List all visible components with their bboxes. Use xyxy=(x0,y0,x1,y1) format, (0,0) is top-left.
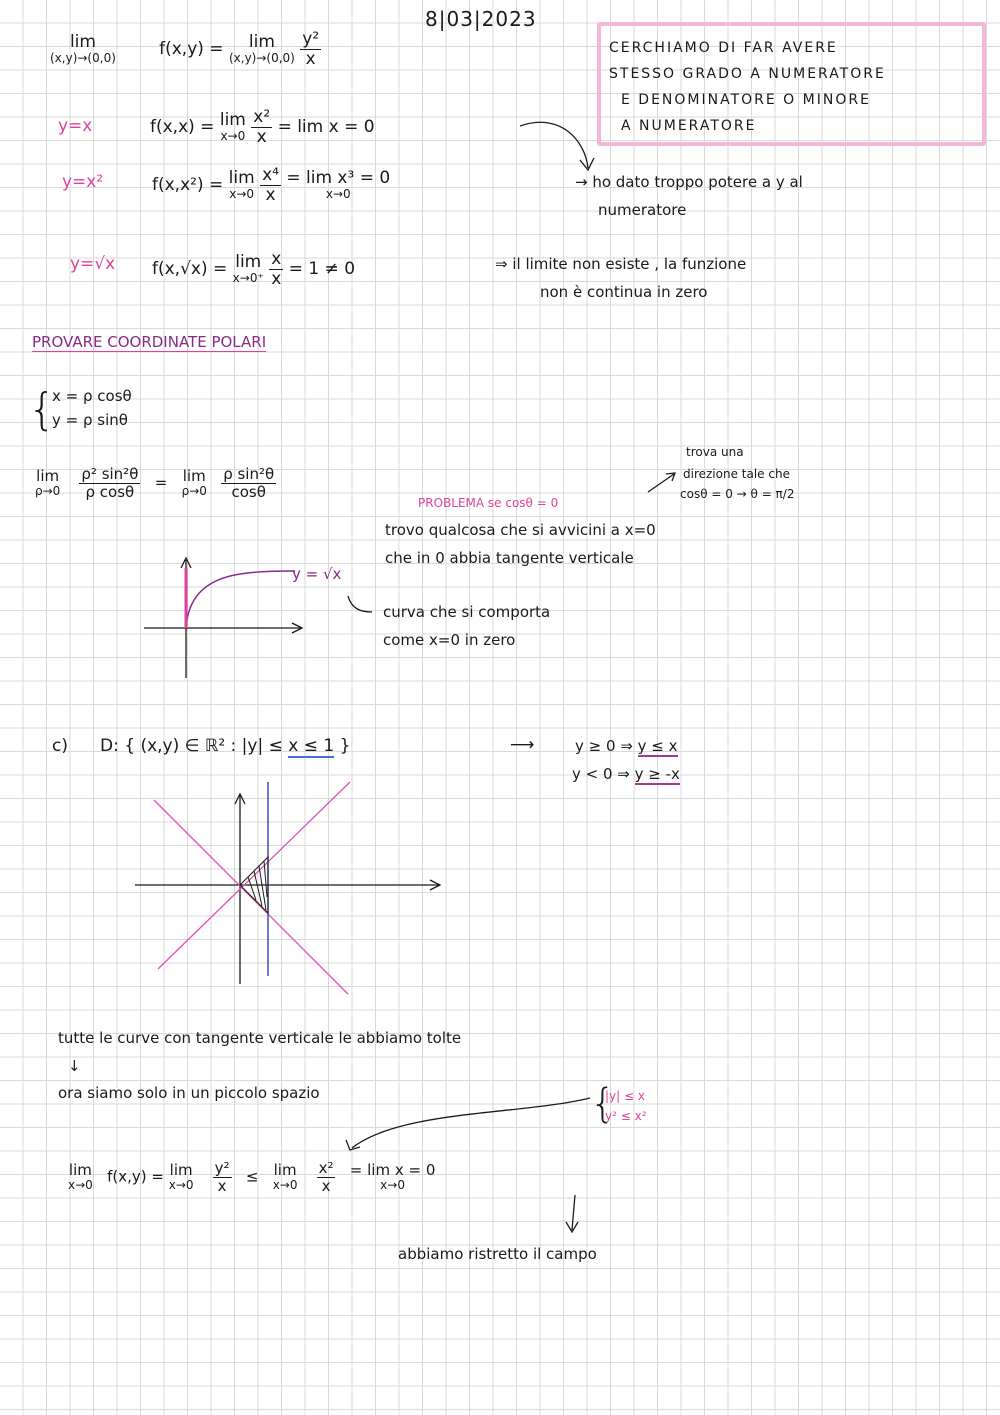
line-y-equals-x xyxy=(158,782,350,969)
conclusion-line-1: tutte le curve con tangente verticale le abbiamo tolte xyxy=(58,1029,462,1047)
final-tail: = lim x = 0 xyxy=(349,1161,436,1180)
path2-den: x xyxy=(265,184,276,205)
path2-num: x⁴ xyxy=(262,165,279,185)
path1-den: x xyxy=(256,126,267,147)
line-y-equals-minus-x xyxy=(154,800,348,994)
path2-sub: x→0 xyxy=(229,186,255,201)
final-arrow xyxy=(572,1195,575,1230)
polar-num-2: ρ sin²θ xyxy=(223,465,275,483)
system-brace: { xyxy=(28,384,56,435)
final-lim-2: lim xyxy=(169,1161,193,1180)
path2-lim: lim xyxy=(228,168,255,189)
polar-num: ρ² sin²θ xyxy=(81,465,139,483)
path2-note-2: numeratore xyxy=(598,201,687,219)
path3-note-2: non è continua in zero xyxy=(540,283,708,301)
path1-label: y=x xyxy=(58,116,93,136)
find-line-2: che in 0 abbia tangente verticale xyxy=(385,549,634,567)
page-date: 8|03|2023 xyxy=(425,7,537,31)
path1-lim: lim xyxy=(219,110,246,131)
bound-arrow xyxy=(352,1098,590,1148)
domain-case-1 xyxy=(575,738,678,755)
curve-note-arrow xyxy=(348,596,372,612)
case1-result: y ≤ x xyxy=(637,737,678,755)
domain-case-2 xyxy=(572,766,680,783)
intro-den: x xyxy=(305,48,316,69)
final-sub-4: x→0 xyxy=(380,1177,405,1192)
bound-2: y² ≤ x² xyxy=(605,1109,647,1123)
polar-sub: ρ→0 xyxy=(35,483,61,498)
path3-sub: x→0⁺ xyxy=(232,270,264,285)
note-line-2: STESSO GRADO A NUMERATORE xyxy=(609,66,886,82)
path2-mid: = lim x³ = 0 xyxy=(286,168,391,189)
lim-word-2: lim xyxy=(248,32,275,53)
final-lim-3: lim xyxy=(273,1161,297,1180)
side-note-2: direzione tale che xyxy=(683,467,790,481)
final-sub-1: x→0 xyxy=(68,1177,93,1192)
domain-set-body: (x,y) ∈ ℝ² : |y| ≤ xyxy=(140,736,289,756)
domain-set xyxy=(100,737,350,756)
arrow-to-side-note xyxy=(648,474,674,492)
final-sub-3: x→0 xyxy=(272,1177,298,1192)
polar-x: x = ρ cosθ xyxy=(52,387,132,405)
conclusion-line-2: ora siamo solo in un piccolo spazio xyxy=(58,1084,320,1102)
path3-label: y=√x xyxy=(70,254,116,274)
side-note-3: cosθ = 0 → θ = π/2 xyxy=(680,487,795,501)
curved-arrow-1 xyxy=(520,122,588,168)
curve-note-2: come x=0 in zero xyxy=(383,631,516,649)
path2-sub2: x→0 xyxy=(325,186,351,201)
path3-f: f(x,√x) = xyxy=(152,259,228,280)
polar-eq: = xyxy=(154,473,168,492)
final-num-2: x² xyxy=(318,1159,334,1177)
find-line-1: trovo qualcosa che si avvicini a x=0 xyxy=(385,521,656,539)
bound-1: |y| ≤ x xyxy=(605,1089,645,1103)
final-sub-2: x→0 xyxy=(168,1177,194,1192)
intro-f: f(x,y) = xyxy=(159,39,224,60)
polar-y: y = ρ sinθ xyxy=(52,411,128,429)
note-line-1: CERCHIAMO DI FAR AVERE xyxy=(609,40,838,56)
domain-label: c) xyxy=(52,736,68,756)
case1-cond: y ≥ 0 ⇒ xyxy=(575,737,638,755)
bound-brace: { xyxy=(590,1081,616,1127)
domain-set-right: } xyxy=(339,736,351,756)
polar-den-2: cosθ xyxy=(231,482,266,501)
domain-set-left: D: { xyxy=(100,736,136,756)
sqrt-curve xyxy=(186,571,295,628)
path1-tail: = lim x = 0 xyxy=(277,117,375,138)
final-leq: ≤ xyxy=(245,1167,259,1186)
path2-note-1: → ho dato troppo potere a y al xyxy=(575,173,803,191)
polar-lim-2: lim xyxy=(182,467,206,486)
path3-lim: lim xyxy=(235,252,262,273)
domain-set-bound: x ≤ 1 xyxy=(288,736,335,756)
polar-sub-2: ρ→0 xyxy=(181,483,207,498)
final-den-2: x xyxy=(321,1176,331,1195)
path2-f: f(x,x²) = xyxy=(152,175,224,196)
side-note-1: trova una xyxy=(686,445,744,459)
conclusion-down-arrow: ↓ xyxy=(68,1057,81,1075)
polar-limit xyxy=(35,466,276,500)
polar-heading: PROVARE COORDINATE POLARI xyxy=(32,333,267,351)
final-limit xyxy=(68,1160,435,1194)
path3-den: x xyxy=(271,268,282,289)
path2-label: y=x² xyxy=(62,172,104,192)
lim-word: lim xyxy=(69,32,96,53)
final-f: f(x,y) = xyxy=(107,1167,164,1186)
path3-note-1: ⇒ il limite non esiste , la funzione xyxy=(495,255,747,273)
domain-graph xyxy=(130,782,450,1002)
lim-sub-2: (x,y)→(0,0) xyxy=(228,50,295,65)
case2-cond: y < 0 ⇒ xyxy=(572,765,635,783)
case2-result: y ≥ -x xyxy=(634,765,680,783)
domain-arrow: ⟶ xyxy=(510,735,535,755)
path1-sub: x→0 xyxy=(220,128,246,143)
intro-num: y² xyxy=(302,29,320,49)
path1-num: x² xyxy=(253,107,271,127)
path3-tail: = 1 ≠ 0 xyxy=(288,259,356,280)
final-lim-1: lim xyxy=(68,1161,92,1180)
bound-arrow-head xyxy=(346,1140,360,1150)
note-line-3: E DENOMINATORE O MINORE xyxy=(621,92,871,108)
polar-problem: PROBLEMA se cosθ = 0 xyxy=(418,496,559,510)
curve-note-1: curva che si comporta xyxy=(383,603,551,621)
polar-lim: lim xyxy=(36,467,60,486)
note-line-4: A NUMERATORE xyxy=(621,118,757,134)
path3-num: x xyxy=(271,249,282,269)
polar-den: ρ cosθ xyxy=(85,482,135,501)
curve-label: y = √x xyxy=(292,565,342,583)
final-note: abbiamo ristretto il campo xyxy=(398,1245,597,1263)
final-den-1: x xyxy=(217,1176,227,1195)
lim-sub: (x,y)→(0,0) xyxy=(50,50,116,65)
final-num-1: y² xyxy=(214,1159,230,1177)
path1-f: f(x,x) = xyxy=(150,117,215,138)
